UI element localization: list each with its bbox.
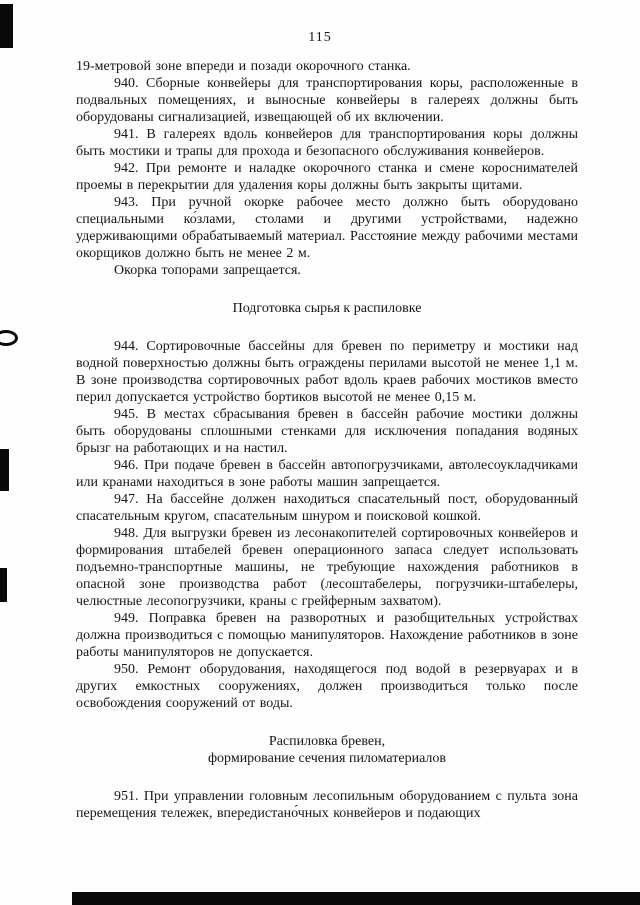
- scan-artifact-punch-hole: [0, 330, 18, 346]
- paragraph-942: 942. При ремонте и наладке окорочного станка и смене короснимателей проемы в перекрытии для удаления коры должны быть закрыты щитами.: [76, 161, 578, 193]
- paragraph-946: 946. При подаче бревен в бассейн автопогрузчиками, автолесоукладчиками или кранами находиться в зоне работы машин запрещается.: [76, 458, 578, 490]
- page-text: [76, 58, 578, 822]
- paragraph-943: 943. При ручной окорке рабочее место должно быть оборудовано специальными ко́злами, столами и другими устройствами, надежно удерживающими обрабатываемый материал. Расстояние между рабочими местами окорщиков должно быть не менее 2 м.: [76, 195, 578, 261]
- scan-artifact-left-bar-1: [0, 449, 9, 491]
- section-heading-preparation-text: Подготовка сырья к распиловке: [232, 301, 422, 316]
- paragraph-continuation: 19-метровой зоне впереди и позади окорочного станка.: [76, 59, 411, 74]
- scan-artifact-bottom-bar: [72, 892, 640, 905]
- paragraph-944: 944. Сортировочные бассейны для бревен по периметру и мостики над водной поверхностью должны быть ограждены перилами высотой не менее 1,1 м. В зоне производства сортировочных работ вдоль краев рабочих мостиков вместо перил допускается устройство бортиков высотой не менее 0,15 м.: [76, 339, 578, 405]
- paragraph-943b: Окорка топорами запрещается.: [114, 263, 301, 278]
- section-heading-sawing-line2: формирование сечения пиломатериалов: [207, 751, 447, 766]
- paragraph-947: 947. На бассейне должен находиться спасательный пост, оборудованный спасательным кругом, спасательным шнуром и поисковой кошкой.: [76, 492, 578, 524]
- paragraph-940: 940. Сборные конвейеры для транспортирования коры, расположенные в подвальных помещениях, и выносные конвейеры в галереях должны быть оборудованы сигнализацией, извещающей об их включении.: [76, 76, 578, 125]
- scan-artifact-left-bar-2: [0, 568, 7, 602]
- paragraph-948: 948. Для выгрузки бревен из лесонакопителей сортировочных конвейеров и формирования штабелей бревен операционного запаса следует использовать подъемно-транспортные машины, не требующие нахождения работников в опасной зоне производства работ (лесоштабелеры, погрузчики-штабелеры, челюстные лесопогрузчики, краны с грейферным захватом).: [76, 526, 578, 609]
- page-number: 115: [308, 30, 332, 45]
- paragraph-945: 945. В местах сбрасывания бревен в бассейн рабочие мостики должны быть оборудованы сплошными стенками для исключения попадания водяных брызг на работающих и на настил.: [76, 407, 578, 456]
- paragraph-949: 949. Поправка бревен на разворотных и разобщительных устройствах должна производиться с помощью манипуляторов. Нахождение работников в зоне работы манипуляторов не допускается.: [76, 611, 578, 660]
- paragraph-951: 951. При управлении головным лесопильным оборудованием с пульта зона перемещения тележек, впередистано́чных конвейеров и подающих: [76, 789, 578, 821]
- scan-artifact-top-left-bar: [0, 4, 13, 48]
- section-heading-sawing-line1: Распиловка бревен,: [268, 734, 386, 749]
- paragraph-950: 950. Ремонт оборудования, находящегося под водой в резервуарах и в других емкостных сооружениях, должен производиться только после освобождения сооружений от воды.: [76, 662, 578, 711]
- section-heading-sawing: [76, 712, 578, 788]
- paragraph-941: 941. В галереях вдоль конвейеров для транспортирования коры должны быть мостики и трапы для прохода и безопасного обслуживания конвейеров.: [76, 127, 578, 159]
- section-heading-preparation: [76, 279, 578, 338]
